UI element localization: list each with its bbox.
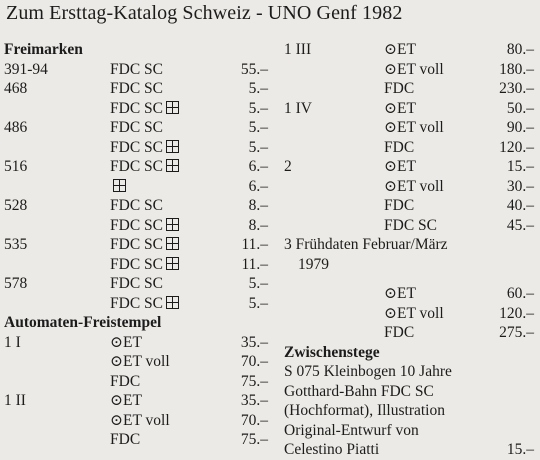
- item-description-text: FDC: [110, 431, 141, 448]
- zwischenstege-text: (Hochformat), Illustration: [284, 402, 445, 419]
- item-description: [110, 430, 140, 450]
- catalog-row: [4, 411, 274, 431]
- catalog-number: 528: [4, 197, 28, 214]
- price: 11.–: [241, 236, 268, 253]
- item-description-text: FDC SC: [110, 80, 163, 97]
- item-description-text: FDC: [384, 197, 415, 214]
- catalog-row: [284, 40, 540, 60]
- catalog-number: 486: [4, 119, 28, 136]
- catalog-number: 468: [4, 80, 28, 97]
- price: 6.–: [248, 158, 268, 175]
- block-of-four-icon: [166, 159, 179, 172]
- item-description: [384, 99, 416, 119]
- item-description: [110, 196, 163, 216]
- catalog-row: [4, 118, 274, 138]
- item-description: [110, 99, 179, 119]
- price: 35.–: [240, 392, 268, 409]
- item-description: [384, 118, 444, 138]
- item-description-text: FDC: [384, 80, 415, 97]
- block-of-four-icon: [166, 257, 179, 270]
- item-description-text: FDC SC: [110, 138, 163, 156]
- item-description: [384, 157, 416, 177]
- catalog-row: [4, 177, 274, 197]
- catalog-row: [4, 274, 274, 294]
- item-description-text: ⊙ET: [384, 99, 416, 117]
- item-description-text: ⊙ET: [110, 392, 142, 409]
- price: 11.–: [241, 255, 268, 273]
- item-description-text: FDC: [110, 372, 141, 390]
- price: 50.–: [506, 99, 534, 117]
- catalog-number: 1 III: [284, 41, 312, 58]
- item-description: [384, 196, 414, 216]
- catalog-row: [4, 235, 274, 255]
- catalog-row: [4, 216, 274, 236]
- price: 70.–: [240, 411, 268, 429]
- price: 90.–: [506, 119, 534, 136]
- item-description-text: FDC SC: [110, 216, 163, 234]
- item-description-text: FDC SC: [110, 275, 163, 292]
- catalog-row: [284, 284, 540, 304]
- item-description: [110, 391, 142, 411]
- price: 75.–: [240, 372, 268, 390]
- item-description-text: FDC SC: [110, 158, 163, 175]
- item-description: [110, 138, 179, 158]
- item-description: [110, 216, 179, 236]
- fruehdaten-year-line: [284, 255, 540, 275]
- catalog-row: [284, 118, 540, 138]
- item-description: [110, 372, 140, 392]
- item-description: [110, 333, 142, 353]
- price: 5.–: [248, 138, 268, 156]
- price: 6.–: [248, 177, 268, 195]
- catalog-row: [284, 99, 540, 119]
- price: 15.–: [506, 158, 534, 175]
- catalog-row: [4, 138, 274, 158]
- block-of-four-icon: [166, 101, 179, 114]
- fruehdaten-year: 1979: [298, 255, 329, 273]
- item-description-text: ⊙ET voll: [384, 119, 444, 136]
- item-description-text: FDC SC: [110, 236, 163, 253]
- zwischenstege-line: [284, 421, 540, 441]
- catalog-row: [4, 430, 274, 450]
- catalog-row: [284, 157, 540, 177]
- item-description-text: ⊙ET: [384, 41, 416, 58]
- page-title: Zum Ersttag-Katalog Schweiz - UNO Genf 1982: [6, 2, 403, 24]
- block-of-four-icon: [166, 237, 179, 250]
- catalog-number: 578: [4, 275, 28, 292]
- catalog-number: 535: [4, 236, 28, 253]
- catalog-row: [284, 196, 540, 216]
- catalog-row: [4, 255, 274, 275]
- price: 180.–: [499, 60, 534, 78]
- item-description-text: ⊙ET voll: [110, 353, 170, 370]
- item-description: [110, 177, 126, 197]
- item-description: [110, 411, 170, 431]
- left-column: [4, 40, 274, 450]
- catalog-row: [4, 196, 274, 216]
- item-description: [384, 79, 414, 99]
- catalog-row: [4, 391, 274, 411]
- price: 5.–: [248, 294, 268, 312]
- catalog-row: [284, 323, 540, 343]
- block-of-four-icon: [166, 140, 179, 153]
- zwischenstege-line: [284, 401, 540, 421]
- price: 5.–: [248, 119, 268, 136]
- price: 80.–: [506, 41, 534, 58]
- item-description: [384, 304, 444, 324]
- item-description-text: ⊙ET voll: [384, 60, 444, 78]
- price: 30.–: [506, 177, 534, 195]
- catalog-row: [4, 352, 274, 372]
- catalog-row: [284, 79, 540, 99]
- price: 5.–: [248, 99, 268, 117]
- block-of-four-icon: [166, 218, 179, 231]
- item-description-text: ⊙ET voll: [110, 411, 170, 429]
- catalog-number: 2: [284, 158, 292, 175]
- item-description-text: FDC SC: [110, 99, 163, 117]
- catalog-number: 1 II: [4, 392, 26, 409]
- item-description-text: FDC SC: [110, 294, 163, 312]
- price: 8.–: [248, 197, 268, 214]
- item-description-text: ⊙ET: [110, 333, 142, 351]
- catalog-row: [4, 157, 274, 177]
- item-description-text: ⊙ET voll: [384, 177, 444, 195]
- item-description-text: FDC SC: [110, 60, 163, 78]
- price: 75.–: [240, 431, 268, 448]
- item-description: [384, 284, 416, 304]
- price: 60.–: [506, 285, 534, 302]
- catalog-row: [4, 99, 274, 119]
- section-heading: Zwischenstege: [284, 343, 380, 361]
- catalog-row: [284, 60, 540, 80]
- item-description-text: FDC: [384, 324, 415, 341]
- price: 120.–: [499, 138, 534, 156]
- item-description-text: FDC SC: [110, 119, 163, 136]
- section-heading: Freimarken: [4, 41, 83, 58]
- section-heading: Automaten-Freistempel: [4, 314, 162, 331]
- block-of-four-icon: [113, 179, 126, 192]
- item-description-text: ⊙ET: [384, 285, 416, 302]
- fruehdaten-line: [284, 235, 540, 255]
- item-description: [110, 118, 163, 138]
- price: 5.–: [248, 80, 268, 97]
- catalog-row: [284, 177, 540, 197]
- zwischenstege-line: [284, 362, 540, 382]
- price: 35.–: [240, 333, 268, 351]
- item-description-text: ⊙ET: [384, 158, 416, 175]
- item-description: [384, 138, 414, 158]
- catalog-number: 1 IV: [284, 99, 312, 117]
- catalog-number: 516: [4, 158, 28, 175]
- catalog-row: [4, 372, 274, 392]
- spacer: [284, 274, 540, 284]
- price: 15.–: [506, 441, 534, 458]
- catalog-row: [284, 304, 540, 324]
- fruehdaten-text: 3 Frühdaten Februar/März: [284, 236, 448, 253]
- item-description: [384, 177, 444, 197]
- catalog-row: [4, 60, 274, 80]
- catalog-row: [4, 333, 274, 353]
- price: 8.–: [248, 216, 268, 234]
- item-description-text: FDC SC: [384, 216, 437, 234]
- catalog-row: [284, 216, 540, 236]
- price: 5.–: [248, 275, 268, 292]
- item-description: [384, 40, 416, 60]
- block-of-four-icon: [166, 296, 179, 309]
- item-description-text: FDC SC: [110, 197, 163, 214]
- zwischenstege-text: Gotthard-Bahn FDC SC: [284, 382, 434, 400]
- zwischenstege-text: S 075 Kleinbogen 10 Jahre: [284, 363, 452, 380]
- catalog-row: [4, 79, 274, 99]
- price: 40.–: [506, 197, 534, 214]
- item-description: [384, 60, 444, 80]
- price: 120.–: [499, 304, 534, 322]
- item-description-text: FDC: [384, 138, 415, 156]
- catalog-row: [4, 294, 274, 314]
- item-description: [110, 294, 179, 314]
- item-description: [384, 323, 414, 343]
- item-description: [110, 79, 163, 99]
- price: 230.–: [499, 80, 534, 97]
- item-description: [110, 255, 179, 275]
- price: 70.–: [240, 353, 268, 370]
- price: 275.–: [499, 324, 534, 341]
- item-description: [110, 157, 179, 177]
- item-description: [110, 235, 179, 255]
- right-column: [284, 40, 540, 460]
- catalog-number: 391-94: [4, 60, 48, 78]
- item-description: [384, 216, 437, 236]
- item-description: [110, 60, 163, 80]
- zwischenstege-line: [284, 382, 540, 402]
- price: 55.–: [240, 60, 268, 78]
- item-description-text: ⊙ET voll: [384, 304, 444, 322]
- item-description: [110, 352, 170, 372]
- item-description-text: FDC SC: [110, 255, 163, 273]
- catalog-row: [284, 138, 540, 158]
- zwischenstege-line: [284, 440, 540, 460]
- price: 45.–: [506, 216, 534, 234]
- zwischenstege-text: Celestino Piatti: [284, 441, 380, 458]
- item-description: [110, 274, 163, 294]
- zwischenstege-text: Original-Entwurf von: [284, 421, 419, 439]
- catalog-number: 1 I: [4, 333, 21, 351]
